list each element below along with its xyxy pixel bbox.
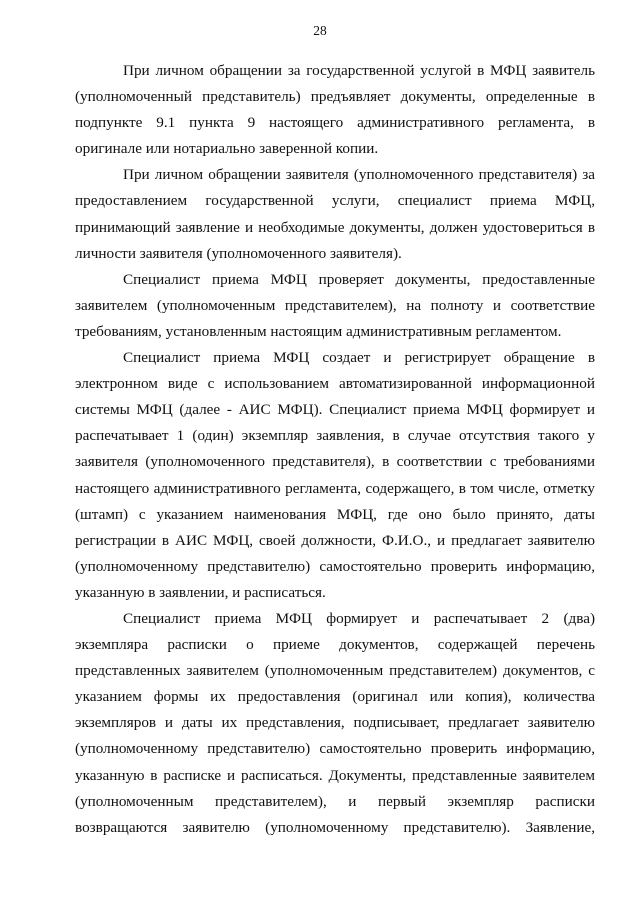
paragraph-4: Специалист приема МФЦ создает и регистрирует обращение в электронном виде с использованием автоматизированной информационной системы МФЦ (далее - АИС МФЦ). Специалист приема МФЦ формирует и распечатывает 1 (один) экземпляр заявления, в случае отсутствия такого у заявителя (уполномоченного представителя), в соответствии с требованиями настоящего административного регламента, содержащего, в том числе, отметку (штамп) с указанием наименования МФЦ, где оно было принято, даты регистрации в АИС МФЦ, своей должности, Ф.И.О., и предлагает заявителю (уполномоченному представителю) самостоятельно проверить информацию, указанную в заявлении, и расписаться. [75,349,595,601]
page-number: 28 [313,23,327,38]
document-body [75,58,595,841]
paragraph-2: При личном обращении заявителя (уполномоченного представителя) за предоставлением государственной услуги, специалист приема МФЦ, принимающий заявление и необходимые документы, должен удостовериться в личности заявителя (уполномоченного заявителя). [75,166,595,262]
paragraph-5: Специалист приема МФЦ формирует и распечатывает 2 (два) экземпляра расписки о приеме документов, содержащей перечень представленных заявителем (уполномоченным представителем) документов, с указанием формы их предоставления (оригинал или копия), количества экземпляров и даты их представления, подписывает, предлагает заявителю (уполномоченному представителю) самостоятельно проверить информацию, указанную в расписке и расписаться. Документы, представленные заявителем (уполномоченным представителем), и первый экземпляр расписки возвращаются заявителю (уполномоченному представителю). Заявление, [75,609,595,836]
paragraph-3: Специалист приема МФЦ проверяет документы, предоставленные заявителем (уполномоченным представителем), на полноту и соответствие требованиям, установленным настоящим административным регламентом. [75,270,595,340]
paragraph-1: При личном обращении за государственной услугой в МФЦ заявитель (уполномоченный представитель) предъявляет документы, определенные в подпункте 9.1 пункта 9 настоящего административного регламента, в оригинале или нотариально заверенной копии. [75,62,595,158]
